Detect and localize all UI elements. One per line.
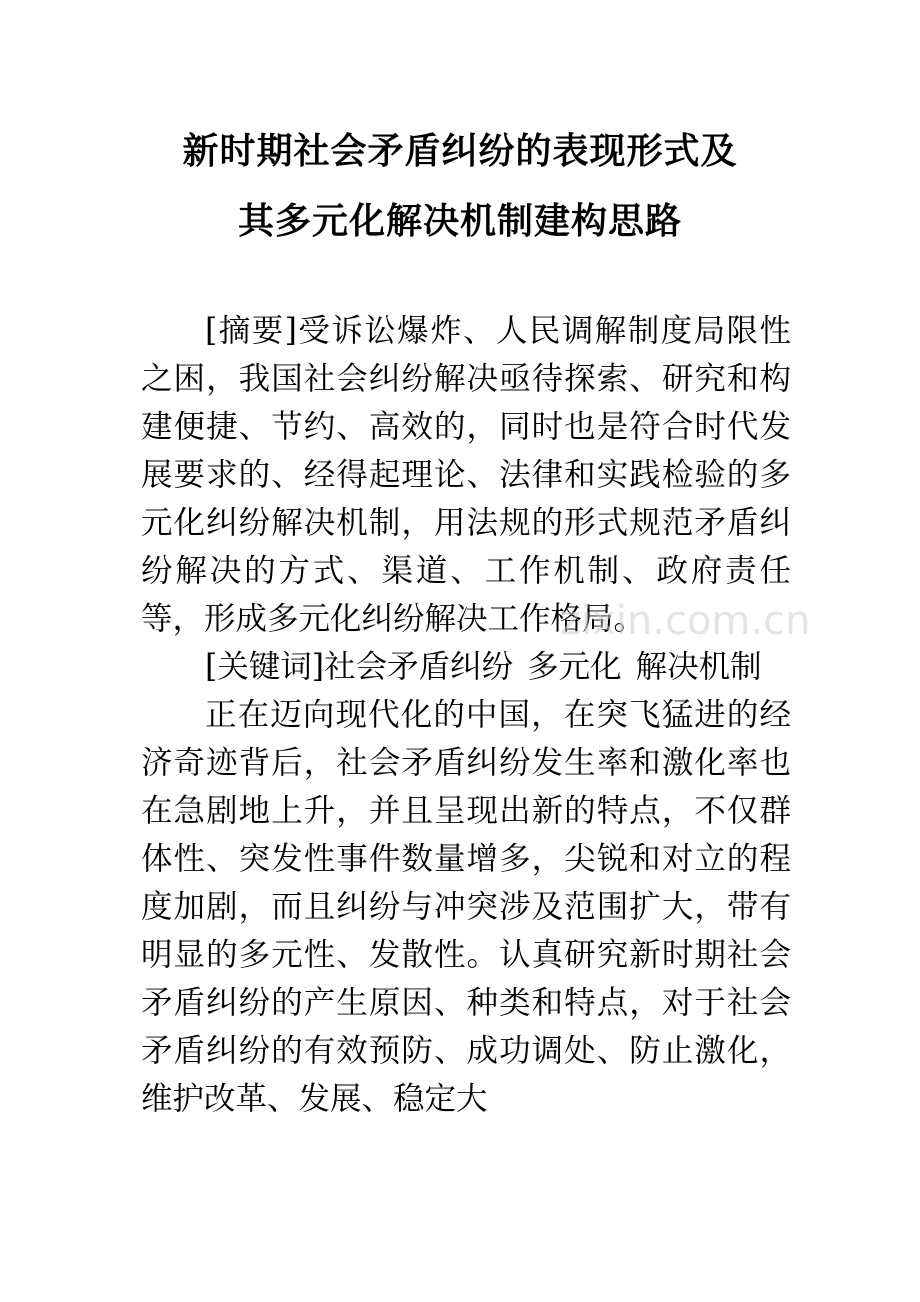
keyword-item: 社会矛盾纠纷 xyxy=(324,649,514,685)
document-title-line-2: 其多元化解决机制建构思路 xyxy=(237,201,682,242)
keyword-item: 多元化 xyxy=(527,649,622,685)
document-title-line-1: 新时期社会矛盾纠纷的表现形式及 xyxy=(182,131,738,172)
abstract-paragraph: [摘要]受诉讼爆炸、人民调解制度局限性之困，我国社会纠纷解决亟待探索、研究和构建便捷、节约、高效的，同时也是符合时代发展要求的、经得起理论、法律和实践检验的多元化纠纷解决机制，用法规的形式规范矛盾纠纷解决的方式、渠道、工作机制、政府责任等，形成多元化纠纷解决工作格局。 xyxy=(141,313,791,637)
keyword-item: 解决机制 xyxy=(635,649,762,685)
body-paragraph: 正在迈向现代化的中国，在突飞猛进的经济奇迹背后，社会矛盾纠纷发生率和激化率也在急剧地上升，并且呈现出新的特点，不仅群体性、突发性事件数量增多，尖锐和对立的程度加剧，而且纠纷与冲突涉及范围扩大，带有明显的多元性、发散性。认真研究新时期社会矛盾纠纷的产生原因、种类和特点，对于社会矛盾纠纷的有效预防、成功调处、防止激化，维护改革、发展、稳定大 xyxy=(141,697,791,1117)
watermark: zixin.com.cn xyxy=(560,598,811,644)
keywords-label: [关键词] xyxy=(205,649,325,685)
document-body xyxy=(141,307,791,1123)
keywords-paragraph xyxy=(141,643,791,691)
